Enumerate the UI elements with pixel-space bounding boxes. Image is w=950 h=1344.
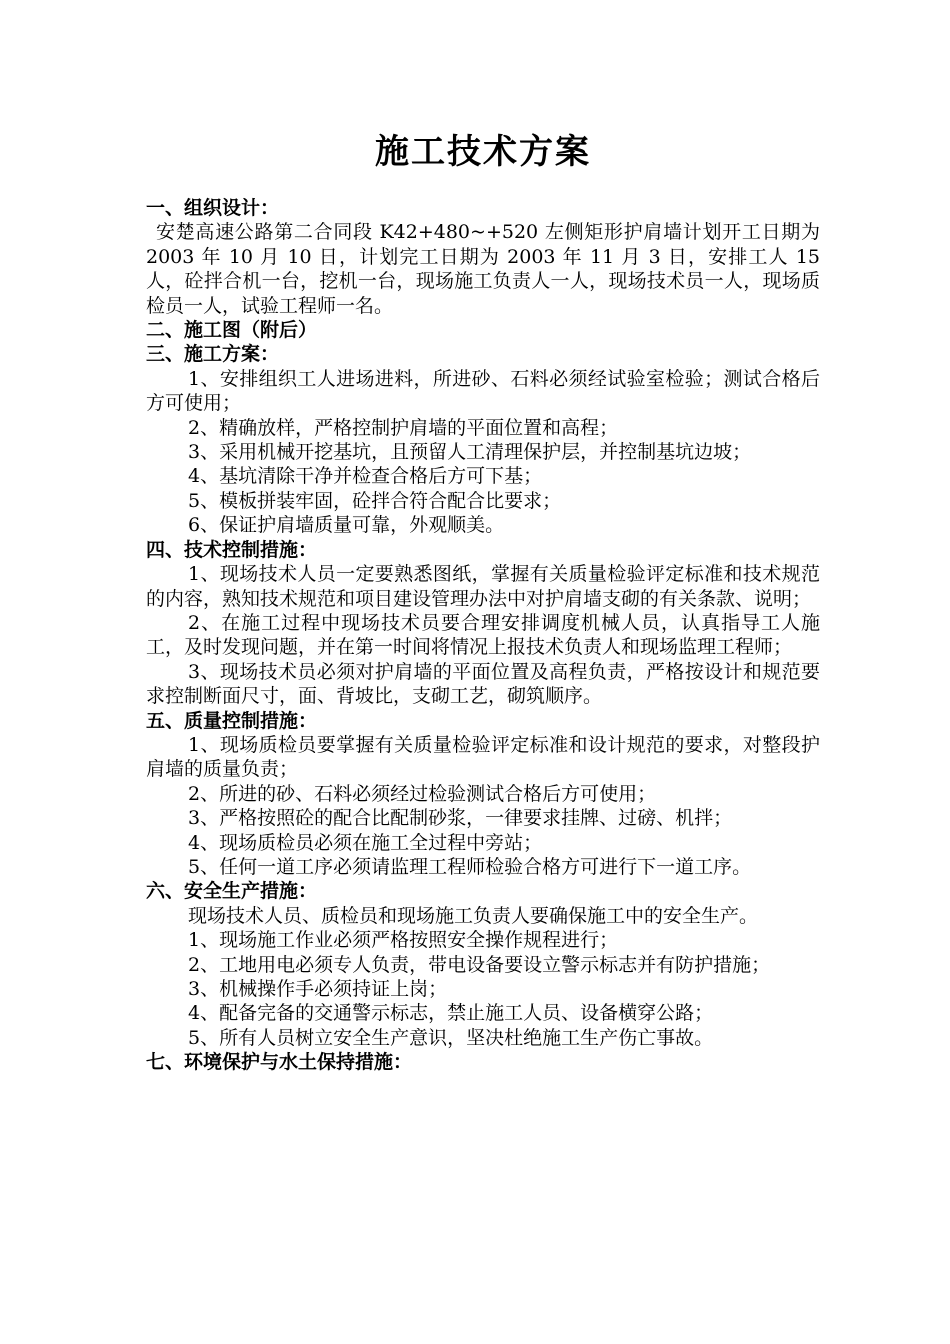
list-item: 4、配备完备的交通警示标志，禁止施工人员、设备横穿公路； [188, 1002, 714, 1025]
section-drawings [146, 318, 820, 342]
list-item: 3、采用机械开挖基坑，且预留人工清理保护层，并控制基坑边坡； [188, 441, 752, 464]
list-item: 5、任何一道工序必须请监理工程师检验合格方可进行下一道工序。 [188, 855, 752, 878]
section-organization-design [146, 196, 820, 318]
list-item: 5、所有人员树立安全生产意识，坚决杜绝施工生产伤亡事故。 [188, 1026, 714, 1049]
list-item: 2、工地用电必须专人负责，带电设备要设立警示标志并有防护措施； [188, 953, 771, 976]
section-heading: 二、施工图（附后） [146, 319, 318, 342]
list-item: 4、现场质检员必须在施工全过程中旁站； [188, 831, 543, 854]
list-item: 6、保证护肩墙质量可靠，外观顺美。 [188, 514, 505, 537]
paragraph: 安楚高速公路第二合同段 K42+480~+520 左侧矩形护肩墙计划开工日期为 2003 年 10 月 10 日，计划完工日期为 2003 年 11 月 3 日，安排工人 15 人，砼拌合机一台，挖机一台，现场施工负责人一人，现场技术员一人，现场质检员一人，试验工程师一名。 [146, 221, 820, 317]
document-title: 施工技术方案 [375, 132, 591, 172]
list-item: 3、严格按照砼的配合比配制砂浆，一律要求挂牌、过磅、机拌； [188, 807, 733, 830]
list-item: 5、模板拼装牢固，砼拌合符合配合比要求； [188, 489, 562, 512]
list-item: 3、机械操作手必须持证上岗； [188, 978, 448, 1000]
section-technical-control [146, 538, 820, 709]
section-quality-control [146, 709, 820, 880]
list-item: 1、现场质检员要掌握有关质量检验评定标准和设计规范的要求，对整段护肩墙的质量负责； [146, 733, 820, 781]
list-item: 2、在施工过程中现场技术员要合理安排调度机械人员，认真指导工人施工，及时发现问题，并在第一时间将情况上报技术负责人和现场监理工程师； [146, 611, 820, 659]
section-environment [146, 1050, 820, 1074]
section-heading: 六、安全生产措施： [146, 880, 318, 903]
list-item: 1、现场施工作业必须严格按照安全操作规程进行； [188, 929, 619, 952]
list-item: 3、现场技术员必须对护肩墙的平面位置及高程负责，严格按设计和规范要求控制断面尺寸，面、背坡比，支砌工艺，砌筑顺序。 [146, 660, 820, 708]
section-heading: 四、技术控制措施： [146, 538, 318, 561]
section-heading: 三、施工方案： [146, 343, 280, 366]
section-safety [146, 879, 820, 1050]
list-item: 1、现场技术人员一定要熟悉图纸，掌握有关质量检验评定标准和技术规范的内容，熟知技术规范和项目建设管理办法中对护肩墙支砌的有关条款、说明； [146, 563, 820, 610]
section-heading: 七、环境保护与水土保持措施： [146, 1051, 413, 1074]
list-item: 2、精确放样，严格控制护肩墙的平面位置和高程； [188, 416, 619, 439]
list-item: 4、基坑清除干净并检查合格后方可下基； [188, 465, 543, 488]
section-heading: 五、质量控制措施： [146, 709, 318, 732]
document-page [146, 128, 820, 1075]
paragraph: 现场技术人员、质检员和现场施工负责人要确保施工中的安全生产。 [188, 904, 759, 927]
section-construction-plan [146, 342, 820, 537]
list-item: 1、安排组织工人进场进料，所进砂、石料必须经试验室检验；测试合格后方可使用； [146, 367, 820, 415]
list-item: 2、所进的砂、石料必须经过检验测试合格后方可使用； [188, 782, 657, 805]
section-heading: 一、组织设计： [146, 197, 280, 219]
